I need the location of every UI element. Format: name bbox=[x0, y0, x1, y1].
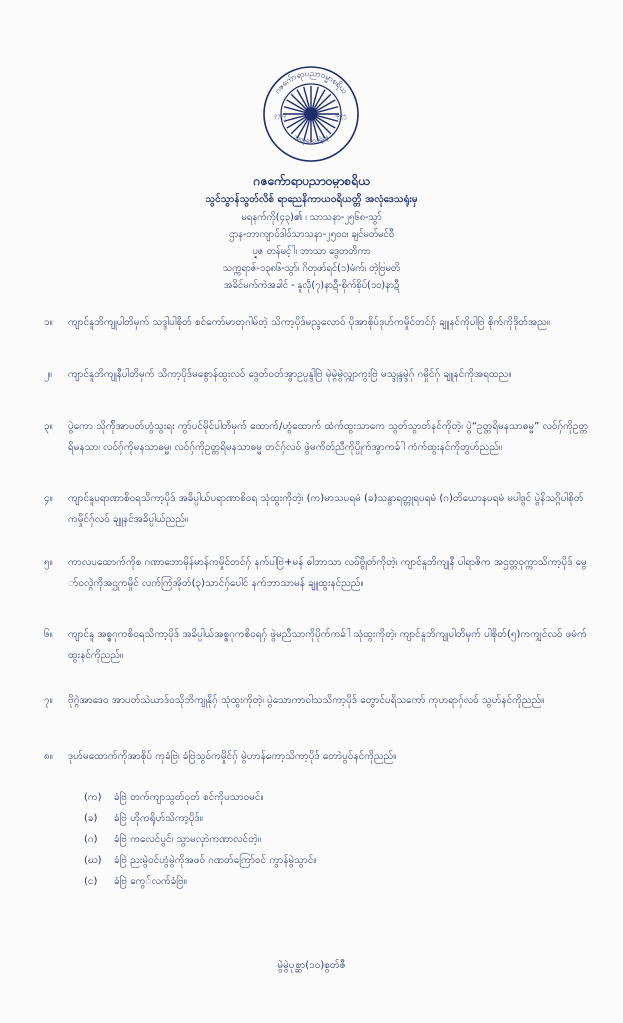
question-number: ၇။ bbox=[44, 695, 53, 706]
header-line-3: ပ္ဍဇ တန်မင့်ါ၊ ဘာသာ ဒွေတတိကာ bbox=[252, 246, 371, 257]
question-number: ၅။ bbox=[44, 557, 53, 568]
question-number: ၈။ bbox=[44, 751, 53, 762]
header-line-5: အခိင်မက်ကဲအခါင် - နူလဵု(၇)နာဍီ-စိုက်စိုပ်(၁၀)နာဍီ bbox=[223, 280, 400, 291]
question-number: ၃။ bbox=[44, 421, 53, 432]
sub-question-number: (ဃ) bbox=[84, 855, 102, 866]
dharma-wheel-hub-icon bbox=[304, 107, 318, 121]
sub-question-item bbox=[84, 872, 187, 892]
sub-question-number: (က) bbox=[84, 792, 102, 803]
question-text: ကျာင်နူဘိကျုနီပါတိမှက် သိကာ့ပိုဒ်မစွောန်ထွးလဝ် ဒွေတ်ဝတ်အွာဥပ္ပန္ဒါဗြဲ မုဲမ္ဂဲမွဲလ္ဂျာကွးဗြဲ မသ္ဒုန္ဒမ္ဒဲဂှ် ဂမှိုင်ဂှ် ချူနင်ကိုအရထည။ bbox=[68, 369, 512, 380]
header-line-1: မရနက်ကို(၄၃)၏ ၊ သာသနာ-၂၅၆၈-သွာ် bbox=[241, 212, 382, 223]
sub-question-text: ခံဗြဲ တက်ကျာသွတ်ဝုတ် စင်ကိုပသာဝမင်။ bbox=[114, 792, 264, 803]
sub-question-item bbox=[84, 788, 263, 808]
header-line-2: ဌာန-ဘာကျာဝ်ဒါဝ်သာသနာ-၂၅၀၀၊ ချင်မတ်မင်ဝီ bbox=[228, 229, 395, 240]
header-line-4: သက္ကရာဇ်-၁၃၈၆-သွာ်၊ ဂိတုဖာ်ရင်(၁)မံက်၊ တဲ့ဗြမတိ bbox=[222, 263, 401, 274]
seal-ring-bottom-text: အလုံဒေသရုံးမှ bbox=[292, 132, 330, 146]
sub-question-item bbox=[84, 851, 316, 871]
question-number: ၂။ bbox=[44, 369, 52, 380]
sub-question-item bbox=[84, 830, 261, 850]
seal-ring-left-text: ၃၇၃၃ bbox=[274, 113, 287, 119]
question-text: ဗိုဂ္ဂဲအာဒေဝ အာပတ်သဲယာဒ်ဝသိုဘိကျုနိုဂ်ှ သုံထွးကိုတဲ့၊ ပွဲသောကာဝါသသိကာ့ပိုဒ် တွောင်ပရိသကော် ကုဟရာဂှ်လဝ် သွဟ်နင်ကိုညည်။ bbox=[68, 695, 545, 706]
question-text: ကျာင်နူ အစ္စဂုကစိဝရသိကာ့ပိုဒ် အခိပ္ပါယ်အစ္စဂုကစိဝရဂှ် ဖွဲမညီသာကိုပိုက်ကခ်ါ သုံထွးကိုတဲ့၊ ကျာင်နူဘိကျုပါတိမှက် ပါစိုတ်(၅)ကကျှင်လဝ် ဖမံက်ထွးနင်ကိုညည်။ bbox=[68, 629, 587, 661]
question-text: ကျာင်နူဘိကျုပါတိမှက် သဒ္ဒါပါစိုတ် စင်ကော်မာတုဂါမ်တဲ့ သိကာ့ပိုဒ်မည္ဒလောဝ် ပိုအာစိုပ်ဒုဟ်ကမှိုင်တင်ဂှ် ချူနင်ကိုပါဗြဲ စိုက်ကိုဒိုတ်အည။ bbox=[68, 317, 550, 328]
question-text: ပွဲကော သိုက်ိုအာပတ်ဟွံသွးရး ကွာ်ပင်မိုင်ပါတိမှက် ထောက်/ဟွံထောက် ထံက်ထွးသာကေ သွတ်သွာတ်နင်ကိုတဲ့၊ ပွဲ“ဥတ္တရိမနသာဓမ္မ” လဝ်ဂှ်ကိုဥတ္တရိမနသာ၊ လဝ်ဂှ်ကိုမနသာဓမ္မ၊ လဝ်ဂှ်ကိုဥတ္တရိမနသာဓမ္မ တင်ဂှ်လဝ် ဖွဲမကိတ်ညီကိုပ္ပိုက်အွာကခ်ါ ကံက်ထွးနင်ကိုတွဟ်ညည်။ bbox=[68, 421, 589, 453]
sub-question-number: (ဂ) bbox=[84, 834, 98, 845]
sub-question-item bbox=[84, 809, 203, 829]
document-title: ဂဇက်ောရာပညာဝမ္မာစရိယ bbox=[253, 174, 370, 188]
sub-question-text: ခံဗြဲ ကလေင်ပွင်၊ သွာမလှာဲကဏာလင်တဲ့။ bbox=[114, 834, 261, 845]
seal-ring-right-text: ၁၉၉၅ bbox=[334, 113, 347, 119]
sub-question-text: ခံဗြဲ ညးမွဲဝင်ဟွံမွဲကိုအဖဝ် ဂဏတ်ကြော်ဝင် ကွာန်မွဲသွာင်။ bbox=[114, 855, 317, 866]
question-number: ၆။ bbox=[44, 629, 53, 640]
question-text: ကျာင်နူပရာဏာစိဝရသိကာ့ပိုဒ် အခိပ္ပါယ်ပရာဏာစိဝရ သုံထွးကိုတဲ့၊ (က)မာသပရမံ (ခ)သနွာရတ္တုရပရမံ (ဂ)တိယောနပရမံ မပါဒွင် ပွဲနိသဂ္ဂိပါစိုတ်ကမှိုင်ဂှ်လဝ် ချူနင်အခိပ္ပါယ်ညည်။ bbox=[68, 493, 584, 525]
sub-question-text: ခံဗြဲ ကွေ်လက်ခံဗြဲ။ bbox=[114, 876, 187, 887]
sub-question-number: (င) bbox=[84, 876, 98, 887]
question-text: ဒုဟ်မထောက်ကိုအာစိုပ် ကုခံဗြဲ၊ ခံဗြဲသွဝ်ကမှိုင်ဂှ် မွဲဟာန်ကော့သိကာ့ပိုဒ် တောဲပွဝ်နင်ကိုညည်။ bbox=[68, 751, 397, 762]
seal-ring-top-text: ဂဇက်ောရာပညာဝမ္မာစရိယ bbox=[272, 68, 350, 96]
sub-question-text: ခံဗြဲ ဟိုကရိုဟ်သိကာ့ပိုဒ်။ bbox=[114, 813, 203, 824]
seal-emblem bbox=[261, 64, 361, 164]
sub-question-number: (ခ) bbox=[84, 813, 98, 824]
question-number: ၁။ bbox=[44, 317, 53, 328]
question-text: ကာလပထောက်ကိုစ ဂဏာဘောမိုန်မာန်ကမှိုင်တင်ဂှ် နက်ပါဗြဲ+မန် ဓါဘာသာ လဝ်ဗွိုဲတ်ကိုတဲ့၊ ကျာင်နူဘိကျုနီ ပါရာဇိက အဌတ္တဝုက္ကာသိကာ့ပိုဒ် မွော်ဝလ္ဂဲကိုအဌုကမှိုင် လက်ကြံအိုတ်(၃)သာင်ဂှ်ပေါင် နက်ဘာသာမန် ချူထွးနင်ညည်။ bbox=[68, 557, 587, 589]
document-subtitle: သွင်သွာန်သွတ်လိစ် ရာညေနိကာယဝရိယတ္တိ အလုံဒေသရုံးမှ bbox=[205, 194, 418, 205]
question-number: ၄။ bbox=[44, 493, 53, 504]
signoff-text: မွဲမွဲပုစ္ဆာ(၁၀)စွတ်ဇီ bbox=[277, 960, 346, 971]
